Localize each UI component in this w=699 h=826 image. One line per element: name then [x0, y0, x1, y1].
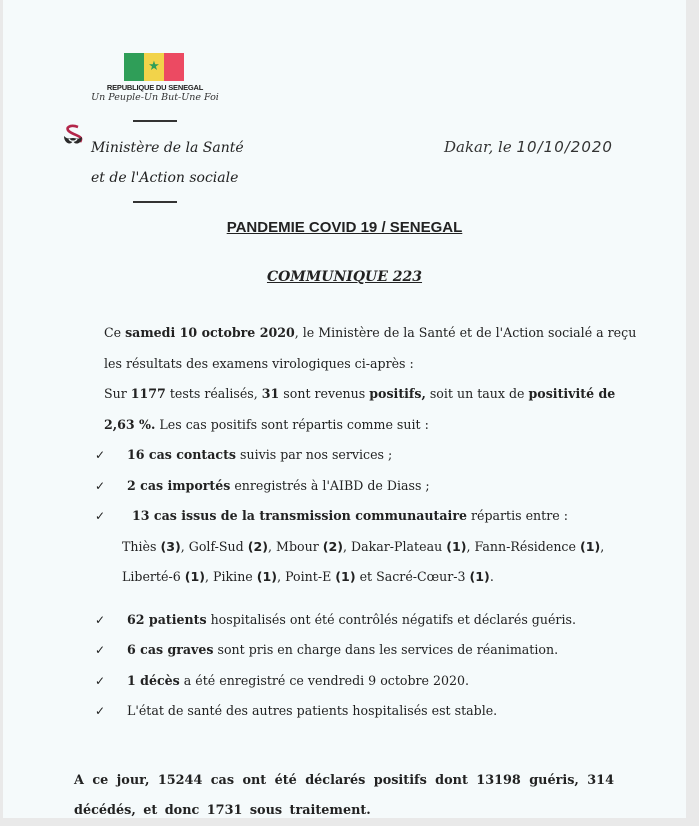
communique-number: COMMUNIQUE 223: [266, 269, 423, 285]
check-icon: ✓: [95, 478, 106, 493]
document-page: [3, 0, 686, 818]
check-icon: ✓: [95, 612, 106, 627]
case-breakdown-list: [95, 440, 644, 532]
divider: [133, 120, 177, 122]
divider: [133, 201, 177, 203]
cumulative-summary: A ce jour, 15244 cas ont été déclarés positifs dont 13198 guéris, 314 décédés, et donc 1731 sous traitement.: [74, 773, 614, 818]
check-icon: ✓: [95, 673, 106, 688]
communique-body: [95, 318, 644, 727]
intro-paragraph: Ce samedi 10 octobre 2020, le Ministère de la Santé et de l'Action socialé a reçu les résultats des examens virologiques ci-après :: [104, 325, 637, 371]
national-motto: Un Peuple-Un But-Une Foi: [91, 92, 219, 103]
check-icon: ✓: [95, 643, 106, 657]
senegal-flag: [124, 53, 184, 81]
list-item: ✓ 62 patients hospitalisés ont été contrôlés négatifs et déclarés guéris.: [104, 605, 644, 636]
main-title: PANDEMIE COVID 19 / SENEGAL: [226, 219, 463, 236]
list-item: ✓ 1 décès a été enregistré ce vendredi 9 octobre 2020.: [104, 666, 644, 697]
list-item: ✓ L'état de santé des autres patients hospitalisés est stable.: [104, 696, 644, 727]
republic-title: REPUBLIQUE DU SENEGAL: [106, 83, 204, 92]
date-value: 10/10/2020: [516, 138, 613, 156]
localities-list: Thiès (3), Golf-Sud (2), Mbour (2), Dakar-Plateau (1), Fann-Résidence (1), Liberté-6 (1), Pikine (1), Point-E (1) et Sacré-Cœur-3 (1).: [122, 538, 605, 584]
dateline: Dakar, le 10/10/2020: [444, 138, 613, 156]
check-icon: ✓: [95, 704, 106, 718]
list-item: ✓ 13 cas issus de la transmission communautaire répartis entre :: [104, 501, 644, 532]
check-icon: ✓: [95, 509, 106, 523]
check-icon: ✓: [95, 448, 106, 462]
ministry-name: Ministère de la Santé et de l'Action sociale: [91, 140, 244, 186]
results-paragraph: Sur 1177 tests réalisés, 31 sont revenus positifs, soit un taux de positivité de 2,63 %. Les cas positifs sont répartis comme suit :: [104, 386, 616, 432]
status-updates-list: [95, 605, 644, 727]
star-icon: ★: [148, 59, 160, 75]
list-item: ✓ 6 cas graves sont pris en charge dans les services de réanimation.: [104, 635, 644, 666]
list-item: ✓ 2 cas importés enregistrés à l'AIBD de Diass ;: [104, 471, 644, 502]
list-item: ✓ 16 cas contacts suivis par nos services ;: [104, 440, 644, 471]
ministry-logo-icon: [60, 124, 86, 148]
